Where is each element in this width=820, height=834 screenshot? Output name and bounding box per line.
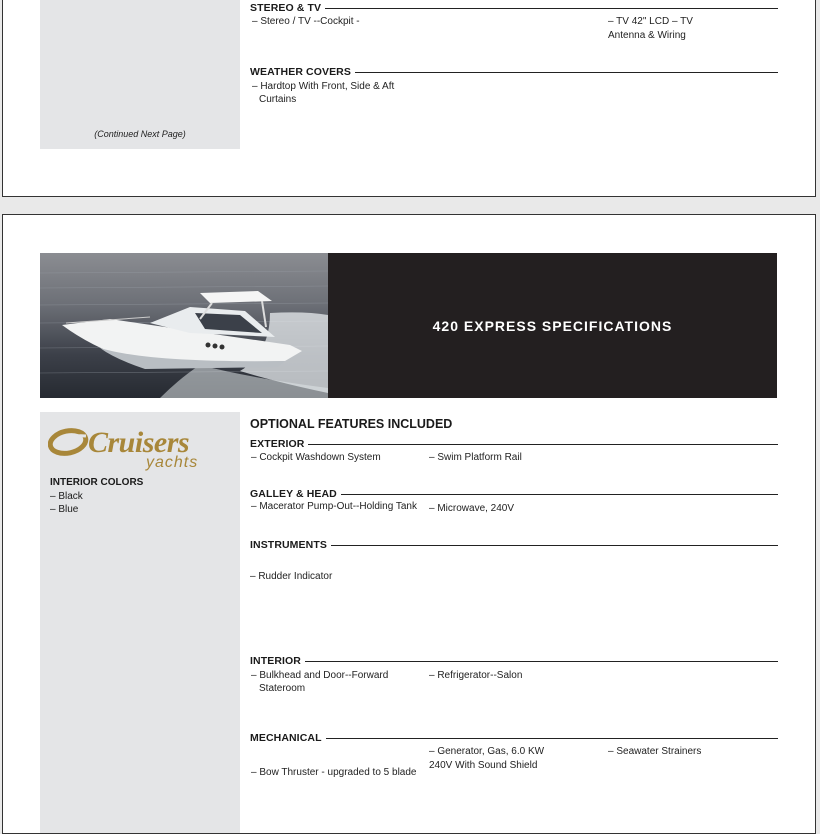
section-heading-label: INTERIOR	[250, 655, 301, 667]
item-stateroom: Stateroom	[259, 683, 306, 694]
item-generator: – Generator, Gas, 6.0 KW	[429, 746, 545, 757]
section-galley-head	[250, 487, 778, 501]
page-title: 420 EXPRESS SPECIFICATIONS	[432, 317, 673, 334]
item-refrigerator-salon: – Refrigerator--Salon	[429, 670, 523, 681]
section-rule	[325, 8, 778, 9]
sidebar	[40, 0, 240, 149]
item-hardtop-curtains: – Hardtop With Front, Side & Aft	[252, 81, 395, 92]
spec-page	[2, 214, 816, 834]
item-swim-platform-rail: – Swim Platform Rail	[429, 452, 522, 463]
section-instruments	[250, 538, 778, 552]
item-stereo-tv-cockpit: – Stereo / TV --Cockpit -	[252, 16, 360, 27]
section-interior	[250, 654, 778, 668]
section-stereo-tv	[250, 1, 778, 15]
section-exterior	[250, 437, 778, 451]
item-tv-antenna: Antenna & Wiring	[608, 30, 686, 41]
logo-word-yachts: yachts	[146, 454, 199, 471]
section-heading	[250, 437, 778, 451]
item-microwave: – Microwave, 240V	[429, 503, 515, 514]
item-generator-sound-shield: 240V With Sound Shield	[429, 760, 538, 771]
sidebar	[40, 412, 240, 834]
section-heading	[250, 538, 778, 552]
section-rule	[305, 661, 778, 662]
item-rudder-indicator: – Rudder Indicator	[250, 571, 333, 582]
boat-photo	[40, 253, 328, 398]
logo-word-cruisers: Cruisers	[88, 426, 190, 459]
cruisers-yachts-logo	[48, 420, 233, 470]
item-bulkhead-door: – Bulkhead and Door--Forward	[251, 670, 389, 681]
optional-features-heading: OPTIONAL FEATURES INCLUDED	[250, 417, 453, 431]
section-heading-label: STEREO & TV	[250, 2, 322, 14]
section-heading	[250, 731, 778, 745]
yacht-image	[40, 253, 328, 398]
section-heading-label: EXTERIOR	[250, 438, 305, 450]
section-rule	[355, 72, 778, 73]
section-heading	[250, 1, 778, 15]
section-mechanical	[250, 731, 778, 745]
section-heading-label: GALLEY & HEAD	[250, 488, 337, 500]
section-heading-label: INSTRUMENTS	[250, 539, 327, 551]
hero-banner	[40, 253, 777, 398]
item-bow-thruster: – Bow Thruster - upgraded to 5 blade	[251, 767, 417, 778]
section-heading	[250, 65, 778, 79]
section-rule	[308, 444, 778, 445]
item-macerator-pump: – Macerator Pump-Out--Holding Tank	[251, 501, 417, 512]
section-rule	[331, 545, 778, 546]
item-tv-lcd: – TV 42" LCD – TV	[608, 16, 693, 27]
section-heading-label: WEATHER COVERS	[250, 66, 351, 78]
interior-colors	[50, 476, 143, 517]
section-rule	[341, 494, 778, 495]
color-blue: – Blue	[50, 504, 79, 515]
item-curtains: Curtains	[259, 94, 297, 105]
color-black: – Black	[50, 490, 83, 502]
item-cockpit-washdown: – Cockpit Washdown System	[251, 452, 381, 463]
continued-note: (Continued Next Page)	[94, 129, 186, 139]
section-heading	[250, 654, 778, 668]
spec-page-previous	[2, 0, 816, 197]
section-weather-covers	[250, 65, 778, 79]
item-seawater-strainers: – Seawater Strainers	[608, 746, 702, 757]
section-rule	[326, 738, 778, 739]
section-heading-label: MECHANICAL	[250, 732, 322, 744]
section-heading	[250, 487, 778, 501]
interior-colors-title: INTERIOR COLORS	[50, 477, 144, 488]
hero-title-panel	[328, 253, 777, 398]
